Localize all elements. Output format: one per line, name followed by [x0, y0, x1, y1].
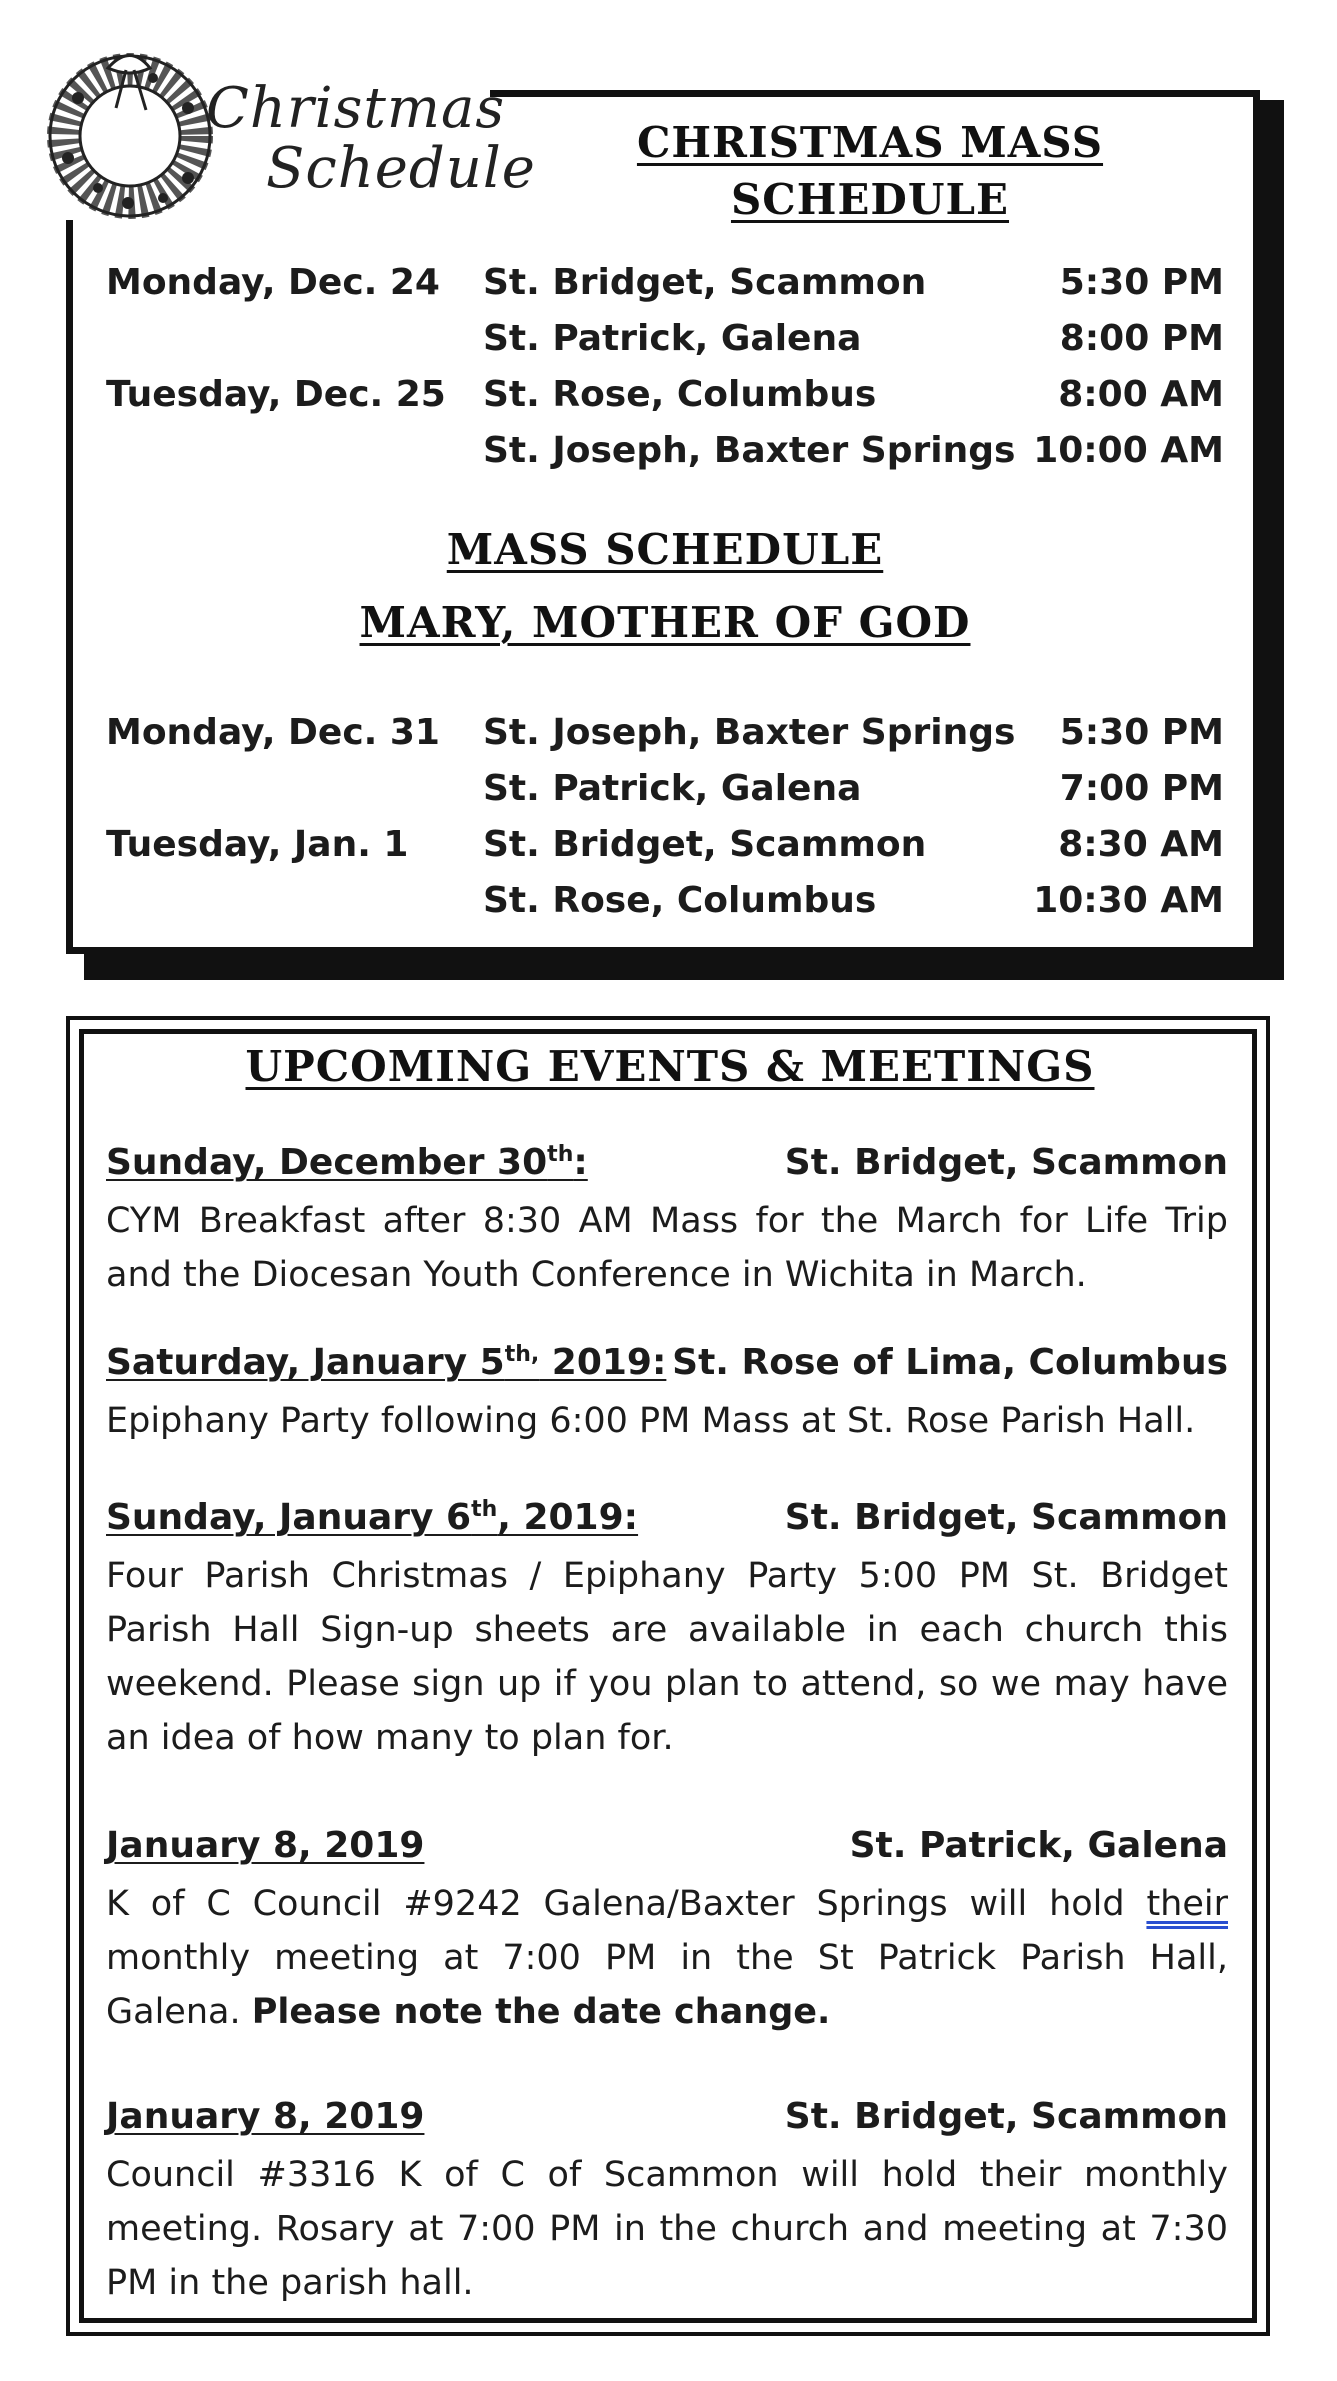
mass-time: 10:30 AM — [1033, 880, 1224, 921]
events-title: UPCOMING EVENTS & MEETINGS — [245, 1042, 1095, 1091]
mass-row — [0, 262, 1337, 314]
date-change-note: Please note the date change. — [251, 1992, 831, 2032]
event-date: Sunday, December 30th: — [106, 1142, 588, 1183]
mass-time: 8:30 AM — [1058, 824, 1224, 865]
christmas-mass-title-line2: SCHEDULE — [730, 175, 1010, 224]
mass-day: Monday, Dec. 31 — [106, 712, 440, 753]
logo-text-line2: Schedule — [266, 136, 536, 201]
event-item — [106, 2096, 1228, 2310]
mass-location: St. Bridget, Scammon — [483, 262, 927, 303]
mass-location: St. Patrick, Galena — [483, 768, 862, 809]
wreath-icon — [38, 38, 228, 228]
mass-row — [0, 430, 1337, 482]
event-date: Saturday, January $5^{th,}$ 2019: — [106, 1342, 667, 1383]
event-description: CYM Breakfast after 8:30 AM Mass for the March for Life Trip and the Diocesan Youth Conference in Wichita in March. — [106, 1201, 1228, 1295]
mass-day: Tuesday, Jan. 1 — [106, 824, 409, 865]
mass-time: 8:00 PM — [1059, 318, 1224, 359]
mass-time: 10:00 AM — [1033, 430, 1224, 471]
mass-location: St. Patrick, Galena — [483, 318, 862, 359]
mass-row — [0, 712, 1337, 764]
event-date: January 8, 2019 — [106, 2096, 425, 2137]
mass-row — [0, 824, 1337, 876]
mass-day: Monday, Dec. 24 — [106, 262, 440, 303]
mass-location: St. Joseph, Baxter Springs — [483, 430, 1016, 471]
mass-location: St. Rose, Columbus — [483, 374, 877, 415]
event-date: January 8, 2019 — [106, 1825, 425, 1866]
mass-time: 7:00 PM — [1059, 768, 1224, 809]
event-location: St. Bridget, Scammon — [784, 1142, 1228, 1183]
event-item — [106, 1497, 1228, 1765]
mass-schedule-title: MASS SCHEDULE — [446, 525, 884, 574]
mass-row — [0, 880, 1337, 932]
mass-day: Tuesday, Dec. 25 — [106, 374, 446, 415]
event-description: Four Parish Christmas / Epiphany Party 5:00 PM St. Bridget Parish Hall Sign-up sheets are available in each church this weekend. Please sign up if you plan to attend, so we may have an idea of how many to plan for. — [106, 1556, 1228, 1758]
event-description: K of C Council #9242 Galena/Baxter Springs will hold their monthly meeting at 7:00 PM in the St Patrick Parish Hall, Galena. Please note the date change. — [106, 1884, 1228, 2032]
logo-text-line1: Christmas — [206, 76, 506, 141]
event-location: St. Bridget, Scammon — [784, 1497, 1228, 1538]
mass-time: 5:30 PM — [1059, 262, 1224, 303]
event-item — [106, 1142, 1228, 1302]
event-date: Sunday, January 6th, 2019: — [106, 1497, 639, 1538]
event-description: Epiphany Party following 6:00 PM Mass at St. Rose Parish Hall. — [106, 1401, 1196, 1441]
event-item — [106, 1825, 1228, 2039]
event-location: St. Patrick, Galena — [849, 1825, 1228, 1866]
mass-row — [0, 768, 1337, 820]
mass-row — [0, 318, 1337, 370]
mass-location: St. Joseph, Baxter Springs — [483, 712, 1016, 753]
mary-mother-of-god-title: MARY, MOTHER OF GOD — [359, 598, 971, 647]
mass-time: 5:30 PM — [1059, 712, 1224, 753]
christmas-mass-title: CHRISTMAS MASS — [636, 118, 1104, 167]
christmas-schedule-logo — [38, 38, 536, 238]
event-item — [106, 1342, 1228, 1448]
event-location: St. Rose of Lima, Columbus — [672, 1342, 1228, 1383]
mass-row — [0, 374, 1337, 426]
their-link[interactable]: their — [1146, 1884, 1228, 1924]
mass-location: St. Rose, Columbus — [483, 880, 877, 921]
event-location: St. Bridget, Scammon — [784, 2096, 1228, 2137]
mass-time: 8:00 AM — [1058, 374, 1224, 415]
mass-location: St. Bridget, Scammon — [483, 824, 927, 865]
event-description: Council #3316 K of C of Scammon will hold their monthly meeting. Rosary at 7:00 PM in the church and meeting at 7:30 PM in the parish hall. — [106, 2155, 1228, 2303]
